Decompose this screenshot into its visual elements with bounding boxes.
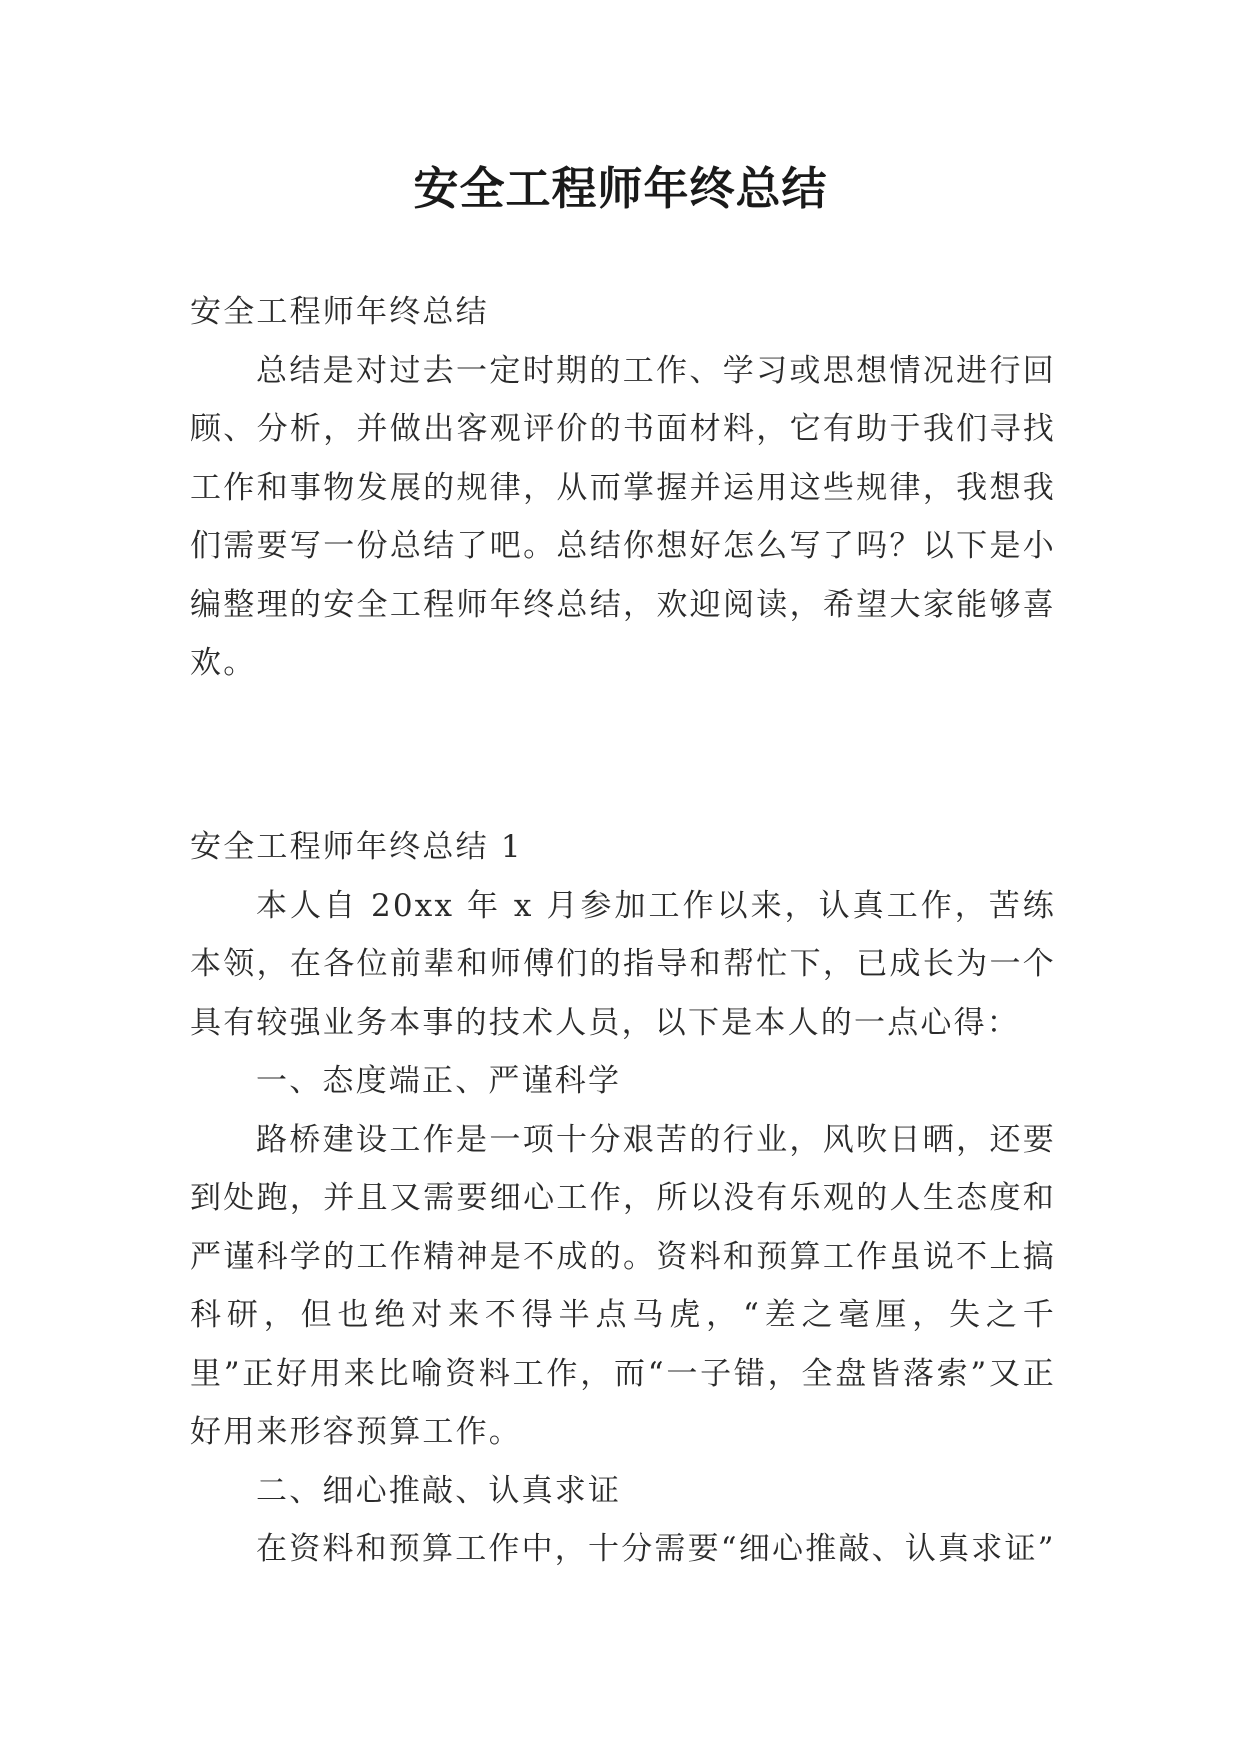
section-1-paragraph-1: 本人自 20xx 年 x 月参加工作以来，认真工作，苦练本领，在各位前辈和师傅们的指导和帮忙下，已成长为一个具有较强业务本事的技术人员，以下是本人的一点心得：	[190, 887, 1056, 1041]
intro-heading: 安全工程师年终总结	[190, 294, 489, 330]
intro-paragraph: 总结是对过去一定时期的工作、学习或思想情况进行回顾、分析，并做出客观评价的书面材料，它有助于我们寻找工作和事物发展的规律，从而掌握并运用这些规律，我想我们需要写一份总结了吧。总结你想好怎么写了吗？以下是小编整理的安全工程师年终总结，欢迎阅读，希望大家能够喜欢。	[190, 352, 1056, 681]
section-1	[190, 818, 1056, 1579]
subheading-verification: 二、细心推敲、认真求证	[256, 1472, 622, 1509]
document-title: 安全工程师年终总结	[413, 162, 828, 215]
intro-section	[190, 283, 1056, 693]
subheading-attitude: 一、态度端正、严谨科学	[256, 1063, 622, 1099]
section-1-paragraph-3: 在资料和预算工作中，十分需要“细心推敲、认真求证”	[256, 1531, 1056, 1567]
section-1-heading: 安全工程师年终总结 1	[190, 829, 523, 865]
section-1-paragraph-2: 路桥建设工作是一项十分艰苦的行业，风吹日晒，还要到处跑，并且又需要细心工作，所以没有乐观的人生态度和严谨科学的工作精神是不成的。资料和预算工作虽说不上搞科研，但也绝对来不得半点马虎，“差之毫厘，失之千里”正好用来比喻资料工作，而“一子错，全盘皆落索”又正好用来形容预算工作。	[190, 1121, 1056, 1450]
